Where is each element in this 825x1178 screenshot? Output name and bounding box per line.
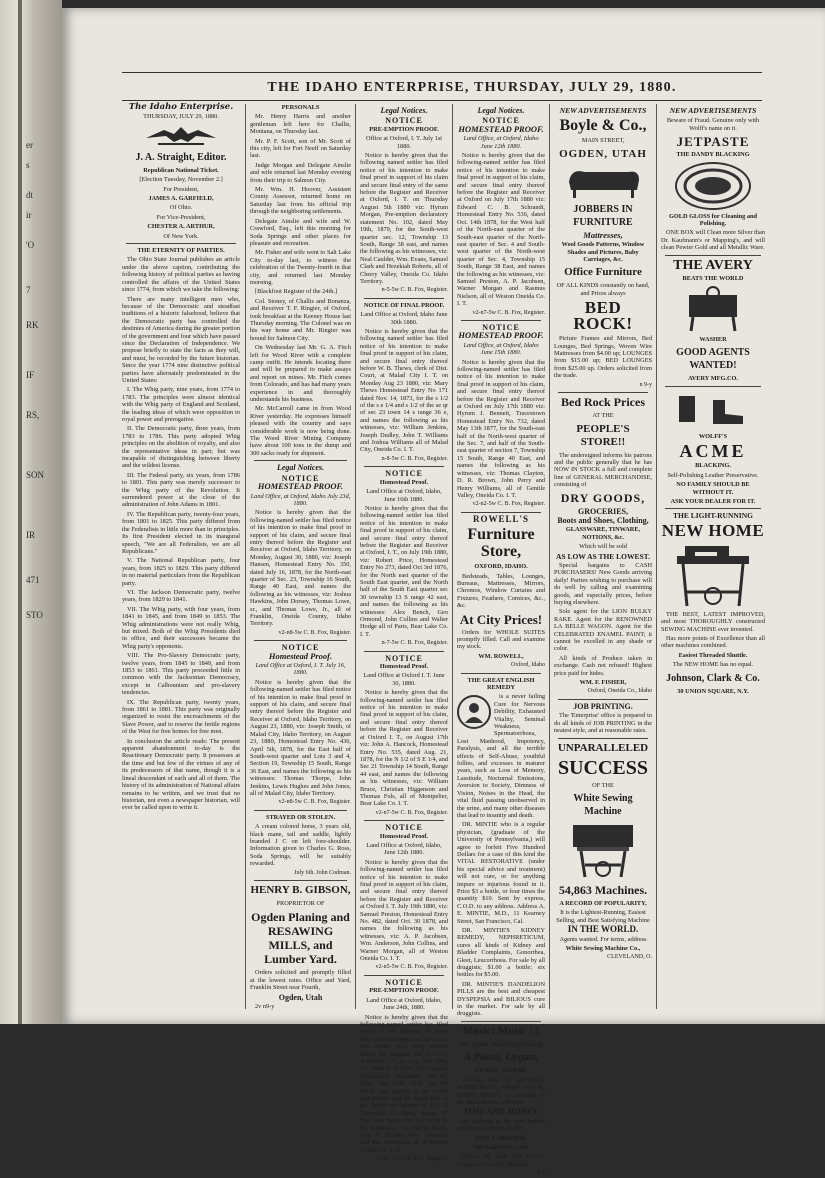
remedy-text: DR. MINTIE'S KIDNEY REMEDY, NEPHRETICUM, cures all kinds of Kidney and Bladder Complaints, Gonorrhea, Gleet, Leucorrhoea. For sale by all druggists; $1.00 a bottle; six bottles for $5.00.	[457, 927, 545, 979]
notice-office: Office at Oxford, I. T. July 1st 1880.	[365, 135, 443, 150]
column-1	[122, 104, 240, 1009]
notice-title: NOTICE	[385, 653, 423, 663]
johnson-address: 30 UNION SQUARE, N.Y.	[677, 687, 749, 695]
white-city: CLEVELAND, O.	[607, 954, 652, 961]
article-paragraph: There are many intelligent men who, because of the Democratic and steadfast traditions of a historic falsehood, believe that the Democratic party has controlled the destinies of America during the greater portion of the government and four which have passed since the Declaration of Independence. We propose briefly to state the facts as they will, and must, be recorded by the future historian. Since the year 1774 nine distinctive political parties have alternately predominated in the United States:	[122, 295, 240, 384]
notice-text: Notice is hereby given that the following named settler has filed notice of his intention to make final proof in support of his claim and secure final entry of the same before the Register and Receiver at Oxford, I. T. on Thursday August 5th 1880 viz: Hyrum Morgan, Pre-emption declaratory statement No. 102, dated May 19th, 1879, for the South-west quarter sec. 12, Township 13 South, Range 38 east, and names the following as his witnesses, viz: Neal Caulder, Wm. Evans, Samuel Clark and Hezekiah Roberts, all of Cherry Valley, Oneida Co. Idaho Territory.	[360, 152, 448, 285]
no-family-text: NO FAMILY SHOULD BE WITHOUT IT.	[676, 481, 750, 496]
notice-signature: n-5-5w C. B. Fox, Register.	[381, 287, 448, 294]
article-paragraph: The Ohio State Journal publishes an article under the above caption, contributing the following history of political parties as having controlled the affairs of the United States since 1774, from which we take the following:	[122, 256, 240, 294]
article-paragraph: IX. The Republican party, twenty years, from 1861 to 1881. This party was originally organized to resist the encroachments of the Slave Power, and to reserve the fertile regions of the West for free homes for free men.	[122, 698, 240, 736]
notice-title: NOTICE	[385, 977, 423, 987]
bed-rock-heading: BED ROCK!	[573, 298, 633, 334]
one-box-text: ONE BOX will Clean more Silver than Dr. Kaufmann's or Mapping's, and will clean Pewter Gold and all Metallic Ware.	[661, 229, 765, 252]
notice-text: Notice is hereby given that the following-named settler has filed notice of his intention to make final proof in support of his claim, and secure final entry thereof before the Register and Receiver at Oxford, I. T., on July 19th 1880, viz: Robert Price, Homestead Entry No 273, dated Oct 3rd 1876, for the North east quarter of the South East quarter, and the North half of the South East quarter sec 30 township 13 S range 42 east, and names the following as his witnesses: Alex Bench, Geo Ormond, John Collins and Walter Hodge all of Paris, Bear Lake Co. I. T.	[360, 504, 448, 638]
boyle-city: OGDEN, UTAH	[559, 147, 647, 160]
self-polish-text: Self-Polishing Leather Preservative.	[667, 471, 759, 479]
ask-dealer-text: ASK YOUR DEALER FOR IT.	[670, 497, 756, 505]
light-running-heading: THE LIGHT-RUNNING	[673, 511, 753, 521]
music-text: Any person intending purchasing	[459, 1040, 543, 1048]
election-date: [Election Tuesday, November 2.]	[139, 176, 223, 184]
music-heading: Music! Music ! !	[462, 1024, 540, 1037]
personal-paragraph: Delegate Ainslie and wife and W. Crawford, Esq., left this morning for Soda Springs and other places for pleasure and recreation.	[250, 217, 351, 247]
personal-paragraph: Mr. Henry Harris and another gentleman left here for Challis, Montana, on Thursday last.	[250, 113, 351, 136]
notice-subtitle: HOMESTEAD PROOF.	[257, 481, 344, 492]
article-paragraph: VIII. The Pro-Slavery Democratic party, twelve years, from 1845 to 1849, and from 1853 to 1861. This party proceeded little in common with the Jacksonian Democracy, except in Calhounism and pro-slavery tendencies.	[122, 652, 240, 697]
column-5	[554, 104, 652, 1009]
remedy-text: DR. MINTIE'S DANDELION PILLS are the best and cheapest DYSPEPSIA and BILIOUS cure in the market. For sale by all druggists.	[457, 980, 545, 1018]
city-prices-text: Orders for WHOLE SUITES promptly filled. Call and examine my stock.	[457, 628, 545, 651]
notice-subtitle: Homestead Proof.	[268, 650, 333, 661]
article-paragraph: VI. The Jackson Democratic party, twelve years, from 1829 to 1841.	[122, 588, 240, 604]
article-paragraph: V. The National Republican party, four years, from 1825 to 1829. This party differed in no material particulars from the Republican party.	[122, 557, 240, 587]
unparalleled-heading: UNPARALLELED	[557, 741, 649, 754]
gibson-name: HENRY B. GIBSON,	[250, 884, 351, 896]
editor-line: J. A. Straight, Editor.	[135, 151, 227, 163]
personal-paragraph: Mr. P. F. Scott, son of Mr. Scott of this city, left for Fort Neeff on Saturday last.	[250, 137, 351, 160]
strayed-text: A cream colored horse, 3 years old, black mane, tail and saddle, lightly branded J C on left fore-shoulder. Information given to Charles G. Ross, Soda Springs, will be suitably rewarded.	[250, 823, 351, 868]
notice-subtitle: PRE-EMPTION PROOF.	[369, 125, 439, 133]
white-sewing-heading: White Sewing Machine	[573, 792, 633, 817]
bed-rock-prices-heading: Bed Rock Prices	[561, 395, 645, 410]
violin-heading: VIOLIN, GUITAR,	[474, 1067, 528, 1075]
binding-text: RS,	[26, 410, 40, 420]
dandy-heading: THE DANDY BLACKING	[676, 151, 750, 159]
notice-office: Land Office, at Oxford, Idaho July 23d, 1880.	[250, 492, 351, 507]
binding-text: er	[26, 140, 33, 150]
peoples-store-heading: PEOPLE'S STORE!!	[576, 422, 630, 448]
time-money-heading: TIME AND MONEY,	[463, 1106, 539, 1117]
notice-office: Land Office at Oxford, Idaho, June 16th 1880.	[366, 488, 442, 503]
column-4	[457, 104, 545, 1177]
frames-text: Picture Frames and Mirrors, Bed Lounges, Bed Springs, Woven Wire Mattresses from $4.00 up; LOUNGES from $15.00 up; BED LOUNGES from $25.00 up. Orders solicited from the trade.	[554, 335, 652, 380]
newspaper-page	[62, 8, 825, 1177]
masthead-rule	[122, 100, 762, 101]
notice-title: NOTICE	[482, 116, 520, 126]
new-home-heading: NEW HOME	[661, 520, 765, 540]
notice-title: NOTICE	[482, 322, 520, 332]
notice-text: Notice is hereby given that the following named settler has filed notice of his intention to make final proof in support of his claim, and secure final entry thereof before W. B. Thews, clerk of Dist. Court, at Malad City I. T. on Monday Aug 23 1880, viz: Mary Thews Homestead Entry No 171 dated Nov. 14, 1873, for the s 1/2 of the s e 1/4 and s 1/2 of the se qr of sec 23 town 14 s range 36 e, and names the following as his witnesses, viz: William Jenkins, Joseph Dudley, John T. Williams and Joshua Williams all of Malad City, Oneida Co. I. T.	[360, 327, 448, 454]
article-paragraph: III. The Federal party, six years, from 1786 to 1801. This party was merely successor to the Whig party of the Revolution. It surrendered power at the close of the administration of John Adams in 1801.	[122, 471, 240, 509]
easiest-heading: Easiest Threaded Shuttle.	[678, 651, 748, 659]
notice-signature: v2-n7-5w C. B. Fox, Register.	[375, 809, 448, 816]
beats-heading: BEATS THE WORLD	[682, 274, 744, 282]
personal-paragraph: On Wednesday last Mr. G. A. Fitch left for Wood River with a complete camp outfit. He intends locating there and will be prepared to make assays and report on mines. Mr. Fitch comes from Colorado, and has had many years experience in and thoroughly understands his business.	[250, 344, 351, 404]
personal-paragraph: Mr. McCarroll came in from Wood River yesterday. He expresses himself pleased with the country and says considerable work is now being done. The Wood River Mining Company have about 100 tons in the dump and 300 sacks ready for shipment.	[250, 405, 351, 457]
binding-text: IR	[26, 530, 35, 540]
notice-signature: v2-n8-5w C. B. Fox, Register.	[278, 799, 351, 806]
washer-label: WASHER	[699, 336, 727, 344]
agents-text: Agents wanted. For terms, address	[559, 935, 647, 943]
in-world-heading: IN THE WORLD.	[567, 924, 639, 935]
music-code: n 9	[537, 1170, 545, 1177]
vice-president-state: Of New York.	[163, 232, 199, 240]
glassware-heading: GLASSWARE, TINWARE, NOTIONS, &c.	[565, 526, 641, 541]
article-paragraph: II. The Democratic party, three years, from 1783 to 1786. This party adopted Whig principles on the abolition of royalty, and also the representative ideas in part; but was incapable of distinguishing between liberty and the wildest license.	[122, 425, 240, 470]
notice-subtitle: HOMESTEAD PROOF.	[458, 330, 544, 341]
office-furniture-heading: Office Furniture	[564, 266, 642, 279]
personals-heading: PERSONALS	[281, 104, 320, 111]
good-agents-heading: GOOD AGENTS WANTED!	[676, 347, 750, 372]
notice-title: NOTICE	[281, 643, 320, 653]
notice-text: Notice is hereby given that the following-named settler has filed notice of his intention to make final proof in support of his claim, and secure final entry thereof before the Register and Receiver at Oxford I. T. July 19th 1880, viz: Samuel Preston, Homestead Entry No. 482, dated Oct. 30 1878, and names the following as his witnesses, viz: A. P. Jacobsen, Wm. Anderson, John Collins, and Warner Morgan, all of Weston Oneida Co. I. T.	[360, 858, 448, 963]
blacking-heading: BLACKING.	[695, 462, 731, 470]
furniture-store-heading: Furniture Store,	[467, 526, 535, 561]
notice-office: Land Office at Oxford, Idaho June 30th 1880.	[360, 311, 448, 326]
president-name: JAMES A. GARFIELD,	[148, 195, 214, 203]
music-text: Or any kind of MUSICAL INSTRUMENT, MUSIC BOOK, SHEET MUSIC, or anything in the Musical line, will save	[457, 1076, 545, 1106]
gibson-code: 2v n9-y	[255, 1003, 275, 1011]
legal-notices-heading: Legal Notices.	[276, 463, 325, 473]
blacking-seal-icon	[675, 162, 751, 210]
wool-goods: Wool Goods Patterns, Window Shades and Pictures, Baby Carriages, &c.	[561, 241, 645, 264]
notice-text: Notice is hereby given that the following-named settler has filed notice of his intention to make final proof in support of his claim, and secure final entry thereof before the Register and Receiver at Oxford I. T. on Aug 18th 1880, viz: Samuel A. Hunt, Pre-emption Declaratory Statement, No 86, dated Dec 24th 1878, for the South east quarter of the South east quarter and the South half of the South east quarter of Sec 16 Township 13 South, Range 37 East, and names the following as his witnesses, viz: David Black, Wm. H. Homer, Wm. Thornton and Jno. Hendricks all of Oxford Oneida Co. I. T.	[360, 1013, 448, 1154]
strayed-heading: STRAYED OR STOLEN.	[265, 813, 336, 821]
new-home-machine-icon	[673, 542, 753, 608]
notice-subtitle: PRE-EMPTION PROOF.	[369, 987, 439, 995]
column-2	[250, 104, 351, 1009]
binding-text: 'O	[26, 240, 35, 250]
notice-subtitle: HOMESTEAD PROOF.	[458, 123, 544, 134]
notice-text: Notice is hereby given that the following-named settler has filed notice of his intention to make final proof in support of his claim, and secure final entry thereof before the Register and Receiver at Oxford, Idaho Territory, on August 23, 1880, viz: Joseph Smith, of Malad City, Idaho Territory, on August 23, 1880, Homestead Entry No. 436, April 5th, 1878, for the East half of South-west quarter and Lots 3 and 4, Section 19, Township 15 South, Range 36 East, and names the following as his witnesses: Thomas Thorpe, John Jenkins, Lewis Hughes and John Jones, all of Malad City, Idaho Territory.	[250, 678, 351, 797]
binding-text: RK	[26, 320, 39, 330]
jobbers-heading: JOBBERS IN FURNITURE	[573, 203, 633, 228]
notice-title: NOTICE OF FINAL PROOF.	[363, 301, 445, 309]
personal-paragraph: Mr. Wm. H. Hoover, Assistant County Assessor, returned home on Saturday last from his official trip through the neighboring settlements.	[250, 186, 351, 216]
gibson-mill: Ogden Planing and RESAWING MILLS, and Lumber Yard.	[251, 910, 350, 967]
binding-text: IF	[26, 370, 35, 380]
legal-notices-heading: Legal Notices.	[380, 106, 428, 115]
fisher-city: Oxford, Oneida Co., Idaho	[587, 688, 652, 695]
avery-mfg: AVERY MFG.CO.	[688, 375, 738, 383]
notice-office: Land Office at Oxford, Idaho, June 24th, 1880.	[366, 996, 442, 1012]
job-printing-heading: JOB PRINTING.	[573, 701, 633, 711]
notice-title: NOTICE	[385, 469, 423, 479]
avery-heading: THE AVERY	[673, 257, 753, 273]
notice-signature: v2-n2-5w C. B. Fox, Register.	[472, 501, 545, 508]
binding-text: 7	[26, 285, 31, 295]
best-text: THE BEST, LATEST IMPROVED, and most THOROUGHLY constructed SEWING MACHINE ever invented.	[661, 610, 765, 633]
column-3	[360, 104, 448, 1163]
gibson-proprietor: PROPRIETOR OF	[276, 900, 325, 907]
lightest-text: It is the Lightest-Running, Easiest Selling, and Best Satisfying Machine	[556, 909, 650, 924]
ticket-title: Republican National Ticket.	[143, 166, 219, 174]
top-rule	[122, 72, 762, 73]
article-paragraph: IV. The Republican party, twenty-four years, from 1801 to 1825. This party differed from the Federalists in little more than in principles. Its first President elected in its inaugural speech, "We are all Federalists, we are all Republicans."	[122, 510, 240, 555]
furniture-text: Bedsteads, Tables, Lounges, Bureaus, Mattresses, Mirrors, Chromos, Window Curtains and Fixtures, Feathers, Cornices, &c., &c.	[457, 572, 545, 610]
piano-heading: A Piano, Organ,	[464, 1051, 538, 1064]
binding-text: ir	[26, 210, 32, 220]
binding-text: s	[26, 160, 30, 170]
notice-signature: n-7-5w C. B. Fox, Register.	[381, 640, 448, 647]
book-binding	[0, 0, 62, 1024]
strayed-signature: July 6th. John Codman.	[294, 869, 351, 876]
city-prices-heading: At City Prices!	[459, 611, 543, 627]
sewing-machine-icon	[567, 821, 639, 881]
of-the: OF THE	[592, 781, 614, 789]
for-president: For President,	[163, 185, 199, 193]
music-text: Orders by mail will receive prompt and careful attention.	[457, 1153, 545, 1168]
rowell-city: Oxford, Idaho	[511, 662, 545, 669]
binding-text: STO	[26, 610, 43, 620]
all-kinds-text: OF ALL KINDS constantly on hand, and Prices always	[556, 282, 650, 297]
binding-text: SON	[26, 470, 45, 480]
notice-office: Land Office, at Oxford, Idaho June 12th 1880.	[463, 135, 539, 150]
personal-paragraph: Col. Stoney, of Challis and Bonanza, and Receiver T. F. Ringier, of Oxford, took breakfast at the Keeney House last Thursday morning. The Colonel was on his way home and Mr. Ringier was bound for Salmon City.	[250, 297, 351, 342]
notice-text: Notice is hereby given that the following-named settler has filed notice of his intention to make final proof in support of his claim, and secure final entry thereof before the Register and Receiver at Oxford I. T., on August 17th viz: John A. Hancock, Homestead Entry No. 535, dated Aug. 21, 1878, for the N 1/2 of S E 1/4, and Sec 21 Township 14 South, Range 44 east, and names the following as his witnesses, viz: William Bruce, Christian Higgenson and Thomas Fols, all of Montpelier, Bear Lake Co. I. T.	[360, 689, 448, 808]
notice-title: NOTICE	[281, 473, 320, 483]
column-rule	[245, 104, 246, 1009]
mattresses-heading: Mattresses,	[583, 229, 623, 240]
article-paragraph: I. The Whig party, nine years, from 1774 to 1783. The principles were almost identical with the Whig party of England and Scotland, the leading ideas of which were opposition to royal power and prerogative.	[122, 386, 240, 423]
column-rule	[355, 104, 356, 1009]
notice-office: Land Office at Oxford, Idaho, June 12th 1880.	[366, 841, 442, 857]
points-text: Has more points of Excellence than all other machines combined.	[661, 634, 765, 650]
personal-paragraph: Mr. Fisher and wife went to Salt Lake City to-day last, to witness the celebration of the Twenty-fourth in that city, and returned last Monday morning.	[250, 249, 351, 286]
notice-signature: v2-n5-5w C. B. Fox, Register.	[375, 964, 448, 971]
dry-goods-heading: DRY GOODS,	[560, 490, 646, 505]
sold-text: Which will be sold	[579, 543, 627, 551]
new-ads-heading: NEW ADVERTISEMENTS	[669, 106, 757, 115]
new-ads-heading: NEW ADVERTISEMENTS	[559, 106, 647, 115]
eagle-icon	[144, 124, 218, 148]
dateline: THURSDAY, JULY 29, 1880.	[143, 113, 219, 121]
notice-office: Land Office at Oxford, I. T. July 16, 1880.	[255, 662, 346, 677]
at-the: AT THE	[592, 412, 614, 420]
legal-notices-heading: Legal Notices.	[477, 106, 525, 115]
notice-title: NOTICE	[385, 823, 423, 833]
as-low-heading: AS LOW AS THE LOWEST.	[556, 551, 650, 561]
frames-code: n 9-y	[639, 381, 652, 388]
column-6	[661, 104, 765, 1009]
for-vice-president: For Vice-President,	[156, 213, 206, 221]
binding-text: 471	[26, 575, 40, 585]
washer-icon	[681, 285, 745, 333]
gold-gloss-heading: GOLD GLOSS for Cleaning and Polishing.	[668, 212, 758, 228]
record-heading: A RECORD OF POPULARITY,	[559, 899, 647, 907]
groceries-heading: GROCERIES,	[577, 506, 628, 516]
notice-office: Land Office, at Oxford, Idaho June 15th 1880.	[463, 341, 539, 357]
success-heading: SUCCESS	[557, 756, 649, 779]
store-text: All kinds of Produce taken in exchange. Cash not refused! Highest price paid for hides.	[554, 654, 652, 677]
johnson-heading: Johnson, Clark & Co.	[666, 672, 760, 684]
wolffs-heading: WOLFF'S	[698, 432, 728, 440]
remedy-heading: THE GREAT ENGLISH REMEDY	[467, 676, 535, 691]
boyle-heading: Boyle & Co.,	[559, 117, 647, 135]
remedy-text: DR. MINTIE who is a regular physician, (graduate of the University of Pennsylvania,) will agree to forfeit Five Hundred Dollars for a case of this kind the VITAL RESTORATIVE (under his special advice and treatment) will not cure, or for anything impure or injurious found in it. Price $3 a bottle, or four times the quantity $10. Sent by express, C.O.D. to any address. Address A. E. MINTIE, M.D., 11 Kearney Street, San Francisco, Cal.	[457, 821, 545, 925]
personal-paragraph: Judge Morgan and Delegate Ainslie and wife returned last Monday evening from their trip to Salmon City.	[250, 161, 351, 184]
music-text: by applying at the well known and Popular Music Dealer,	[457, 1117, 545, 1133]
rowell-location: OXFORD, IDAHO.	[474, 563, 528, 571]
notice-signature: v2-n2-5w C. B. Fox, Register.	[375, 1156, 448, 1163]
article-paragraph: VII. The Whig party, with four years, from 1841 to 1845, and from 1849 to 1853. The Whig administrations were not really Whig, but mixed. Both of the Whig Presidents died in office, and their successors became the Whig party's opponents.	[122, 605, 240, 650]
boots-icon	[673, 390, 753, 430]
notice-text: Notice is hereby given that the following-named settler has filed notice of his intention to make final proof in support of his claim, and secure final entry thereof before the Register and Receiver at Oxford, Idaho Territory, on Monday, August 30, 1880, viz: Joseph Hansen, Homestead Entry No. 350, dated July 16, 1878, for the North-east quarter of Sec. 23, Township 16 South, Range 40 East, and names the following as his witnesses, viz: Joshua Hawkins, John Dorsey, Thomas Lowe, sr., and Thomas Lowe, Jr., all of Franklin, Oneida County, Idaho Territory.	[250, 509, 351, 628]
store-text: Special bargains to CASH PURCHASERS! New Goods arriving daily! Parties wishing to purchase will do well by calling and examining goods, and especially prices, before buying elsewhere.	[554, 561, 652, 606]
notice-signature: n-8-5w C. B. Fox, Register.	[381, 455, 448, 462]
careless-name: GEO. CARELESS,	[475, 1134, 527, 1142]
notice-subtitle: Homestead Proof.	[379, 832, 429, 840]
notice-text: Notice is hereby given that the following-named settler has filed notice of his intention to make final proof in support of his claim, and secure final entry thereof before the Register and Receiver at Oxford on July 17th 1880 viz: Edward C. B. Schrandt, Homestead Entry No. 536, dated Oct. 14th 1878, for the West half of the North-east quarter of the South-east quarter of the North-east quarter of Sec. 4 and South-west quarter of the North-west quarter of Sec. 4, Township 15 South, Range 38 East, and names the following as his witnesses, viz: Samuel Preston, A. P. Jacobsen, Warner Morgan and Rasmus Nielson, all of Weston Oneida Co. I. T.	[457, 152, 545, 308]
remedy-text: is a never failing Cure for Nervous Debility, Exhausted Vitality, Seminal Weakness, Spermatorrhoea, Lost Manhood, Impotency, Paralysis, and all the terrible effects of Self-Abuse, youthful follies, and excesses in maturer years, such as Loss of Memory, Lassitude, Nocturnal Emissions, Aversion to Society, Dimness of Vision, Noises in the Head, the vital fluid passing unobserved in the urine, and many other diseases that lead to insanity and death.	[457, 693, 545, 819]
boyle-street: MAIN STREET,	[581, 137, 625, 145]
boots-heading: Boots and Shoes, Clothing,	[557, 515, 649, 525]
no-equal-text: The NEW HOME has no equal.	[672, 661, 754, 669]
notice-signature: v2-n8-5w C. B. Fox, Register.	[278, 629, 351, 636]
notice-title: NOTICE	[385, 116, 423, 126]
acme-heading: ACME	[679, 441, 747, 462]
binding-text: dt	[26, 190, 34, 200]
job-printing-text: The 'Enterprise' office is prepared to do all kinds of JOB PRINTING in the neatest style, and at reasonable rates.	[554, 712, 652, 735]
fisher-name: WM. F. FISHER,	[579, 679, 627, 687]
store-text: Sole agent for the LION BULKY RAKE. Agent for the RENOWNED LA BELLE WAGON. Agent for the CELEBRATED ENAMEL PAINT; it cannot be excelled in any shade or color.	[554, 608, 652, 653]
store-text: The undersigned informs his patrons and the public generally that he has NOW IN STOCK a full and complete line of GENERAL MERCHANDISE, consisting of	[554, 451, 652, 489]
column-rule	[549, 104, 550, 1009]
gibson-text: Orders solicited and promptly filled at the lowest rates. Office and Yard, Franklin Street near Fourth,	[250, 969, 351, 992]
portrait-icon	[457, 695, 491, 729]
vice-president-name: CHESTER A. ARTHUR,	[147, 223, 215, 231]
sofa-icon	[563, 164, 643, 200]
column-rule	[452, 104, 453, 1009]
notice-subtitle: Homestead Proof.	[379, 478, 429, 486]
article-paragraph: In conclusion the article reads: The present apparent abandonment to-day is the Reactionary Democratic party. It possesses at the time and but few of the virtues of any of its predecessors of that name, though it is a lineal descendant of each and all of them. The history of its administration of National affairs remains to be written, and we trust that no historian, not even a newspaper historian, will ever be called upon to write it.	[122, 737, 240, 812]
notice-office: Land Office at Oxford I. T. June 30, 1880.	[363, 672, 445, 687]
binding-edge	[18, 0, 22, 1024]
notice-text: Notice is hereby given that the following-named settler has filed notice of his intention to make final proof in support of his claim, and secure final entry thereof before the Register and Receiver at Oxford on July 17th 1880 viz: Hyrum J. Bennett, Tracestown Homestead Entry No. 732, dated May 13th 1877, for the South-east half of the North-west quarter of the Sec. 7, and half of the South-east quarter of section 7, Township 15 South, Range 40 East, and names the following as his witnesses, viz: Thomas Clayton, D. R. Brown, John Perry and Henry Williams, all of Gentile Valley, Oneida Co. I. T.	[457, 358, 545, 499]
white-company: White Sewing Machine Co.,	[565, 944, 641, 952]
careless-city: Salt Lake City, Utah	[473, 1143, 529, 1151]
gibson-city: Ogden, Utah	[278, 992, 323, 1002]
masthead: THE IDAHO ENTERPRISE, THURSDAY, JULY 29, 1880.	[267, 80, 677, 95]
paper-name: The Idaho Enterprise.	[128, 102, 234, 112]
sold-count: 54,863 Machines.	[558, 882, 648, 897]
jetpaste-heading: JETPASTE	[676, 134, 750, 150]
column-rule	[656, 104, 657, 1009]
president-state: Of Ohio.	[169, 204, 193, 212]
fraud-warning: Beware of Fraud. Genuine only with Wolff's name on it.	[666, 117, 760, 132]
notice-subtitle: Homestead Proof.	[379, 663, 429, 671]
notice-signature: v2-n7-5w C. B. Fox, Register.	[472, 309, 545, 316]
rowell-heading: ROWELL'S	[472, 513, 529, 524]
rowell-name: WM. ROWELL,	[478, 652, 524, 660]
article-title: THE ETERNITY OF PARTIES.	[137, 247, 225, 255]
personal-paragraph: [Blackfoot Register of the 24th.]	[255, 288, 338, 296]
